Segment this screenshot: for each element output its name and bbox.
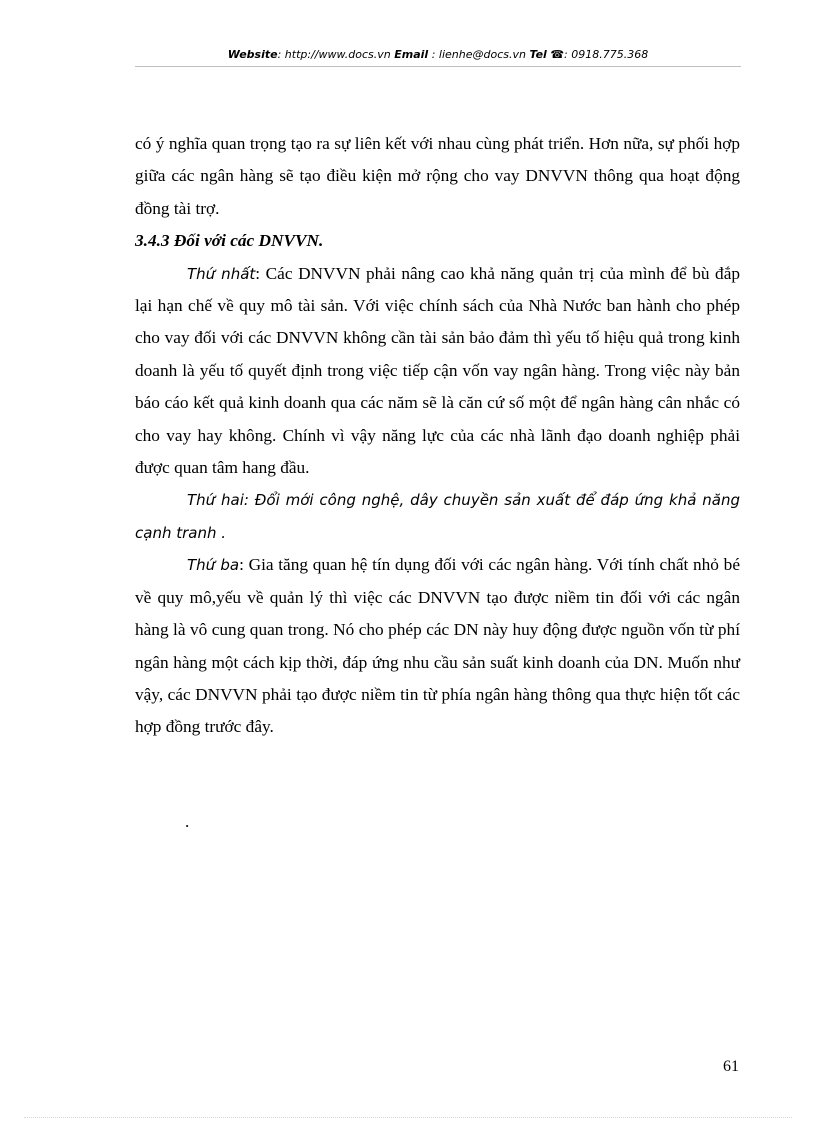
header-divider <box>135 66 741 67</box>
paragraph-4-lead: Thứ ba <box>187 556 240 575</box>
paragraph-1: có ý nghĩa quan trọng tạo ra sự liên kết với nhau cùng phát triển. Hơn nữa, sự phối hợp giữa các ngân hàng sẽ tạo điều kiện mở rộng cho vay DNVVN thông qua hoạt động đồng tài trợ. <box>135 134 740 218</box>
paragraph-3: Thứ hai: Đổi mới công nghệ, dây chuyền sản xuất để đáp ứng khả năng cạnh tranh . <box>135 491 740 542</box>
telephone-icon: ☎ <box>550 48 565 61</box>
tel-label: Tel <box>529 48 547 61</box>
email-value: : lienhe@docs.vn <box>431 48 526 61</box>
paragraph-4-text: : Gia tăng quan hệ tín dụng đối với các ngân hàng. Với tính chất nhỏ bé về quy mô,yếu về quản lý thì việc các DNVVN tạo được niềm tin đối với các ngân hàng là vô cung quan trong. Nó cho phép các DN này huy động được nguồn vốn từ phí ngân hàng một cách kịp thời, đáp ứng nhu cầu sản suất kinh doanh của DN. Muốn như vậy, các DNVVN phải tạo được niềm tin từ phía ngân hàng thông qua thực hiện tốt các hợp đồng trước đây. <box>135 555 740 737</box>
website-value: : http://www.docs.vn <box>277 48 391 61</box>
document-body <box>135 128 740 744</box>
page-bottom-border <box>24 1117 792 1118</box>
section-heading: 3.4.3 Đối với các DNVVN. <box>135 231 324 251</box>
paragraph-4 <box>135 549 740 743</box>
paragraph-2-text: : Các DNVVN phải nâng cao khả năng quản trị của mình để bù đắp lại hạn chế về quy mô tài sản. Với việc chính sách của Nhà Nước ban hành cho phép cho vay đối với các DNVVN không cần tài sản bảo đảm thì yếu tố hiệu quả trong kinh doanh là yếu tố quyết định trong việc tiếp cận vốn vay ngân hàng. Trong việc này bản báo cáo kết quả kinh doanh qua các năm sẽ là căn cứ số một để ngân hàng cân nhắc có cho vay hay không. Chính vì vậy năng lực của các nhà lãnh đạo doanh nghiệp phải được quan tâm hang đầu. <box>135 263 741 478</box>
tel-value: : 0918.775.368 <box>564 48 649 61</box>
email-label: Email <box>394 48 429 61</box>
page-number: 61 <box>723 1058 739 1075</box>
trailing-dot: . <box>185 812 190 831</box>
page-header <box>135 48 741 66</box>
paragraph-2 <box>135 258 740 485</box>
website-label: Website <box>227 48 278 61</box>
paragraph-2-lead: Thứ nhất <box>187 264 256 283</box>
